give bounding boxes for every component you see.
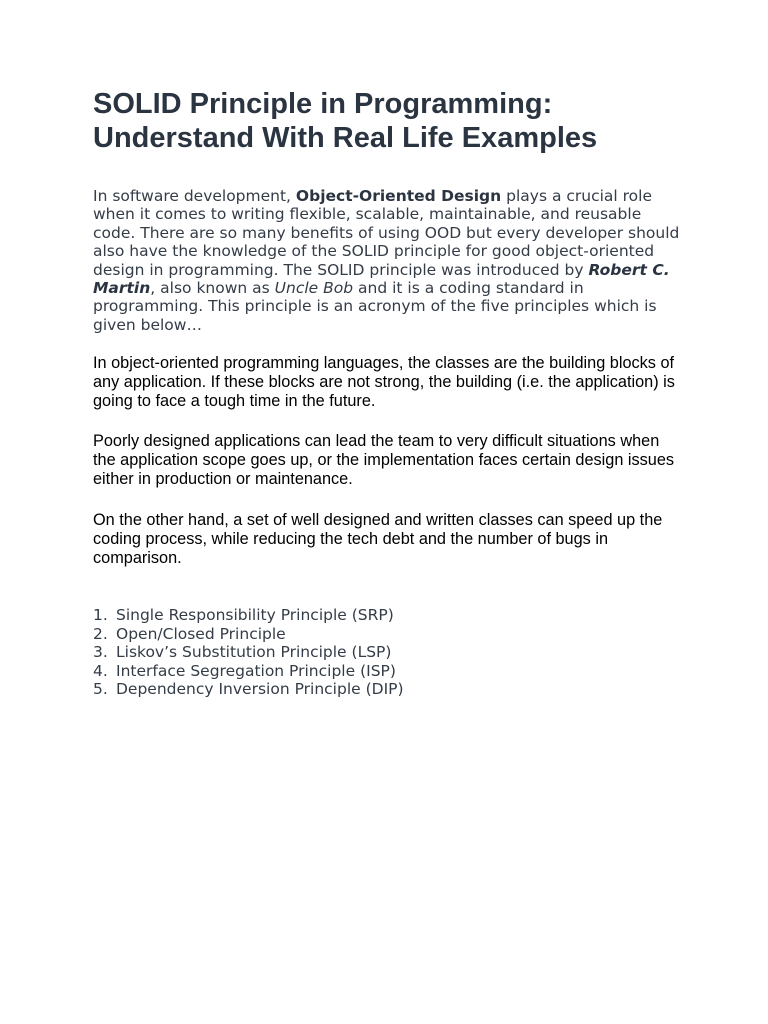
list-item-label: Dependency Inversion Principle (DIP): [116, 680, 404, 699]
document-page: [93, 87, 683, 699]
page-title: SOLID Principle in Programming: Understand With Real Life Examples: [93, 88, 598, 154]
list-item: [93, 680, 404, 699]
list-item-label: Liskov’s Substitution Principle (LSP): [116, 643, 392, 662]
intro-bold-ood: Object-Oriented Design: [295, 187, 502, 205]
list-item-number: 4.: [93, 661, 108, 680]
intro-italic-nickname: Uncle Bob: [274, 279, 354, 298]
principles-list: [93, 606, 404, 699]
intro-text-1: In software development,: [93, 187, 296, 205]
list-item: [93, 643, 404, 662]
list-item: [93, 606, 404, 625]
body-paragraph-1: In object-oriented programming languages, the classes are the building blocks of any application. If these blocks are not strong, the building (i.e. the application) is going to face a tough time in the future.: [93, 354, 675, 410]
body-paragraph-2: Poorly designed applications can lead the team to very difficult situations when the application scope goes up, or the implementation faces certain design issues either in production or maintenance.: [93, 432, 675, 488]
list-item: [93, 625, 404, 644]
intro-text-3: , also known as: [150, 279, 275, 298]
list-item-label: Open/Closed Principle: [116, 624, 286, 643]
list-item-number: 1.: [93, 606, 108, 624]
list-item-number: 3.: [93, 643, 108, 662]
list-item: [93, 662, 404, 681]
list-item-number: 5.: [93, 680, 108, 699]
list-item-number: 2.: [93, 624, 108, 643]
body-paragraph-3: On the other hand, a set of well designed and written classes can speed up the coding process, while reducing the tech debt and the number of bugs in comparison.: [93, 511, 663, 567]
intro-text-4: and it is a coding standard in programming. This principle is an acronym of the five principles which is given below…: [93, 279, 657, 334]
intro-text-2: plays a crucial role when it comes to writing flexible, scalable, maintainable, and reusable code. There are so many benefits of using OOD but every developer should also have the knowledge of the SOLID principle for good object-oriented design in programming. The SOLID principle was introduced by: [93, 187, 680, 279]
intro-paragraph: [93, 187, 683, 334]
list-item-label: Single Responsibility Principle (SRP): [116, 606, 394, 624]
list-item-label: Interface Segregation Principle (ISP): [116, 661, 396, 680]
intro-bold-author: Robert C. Martin: [93, 260, 670, 298]
